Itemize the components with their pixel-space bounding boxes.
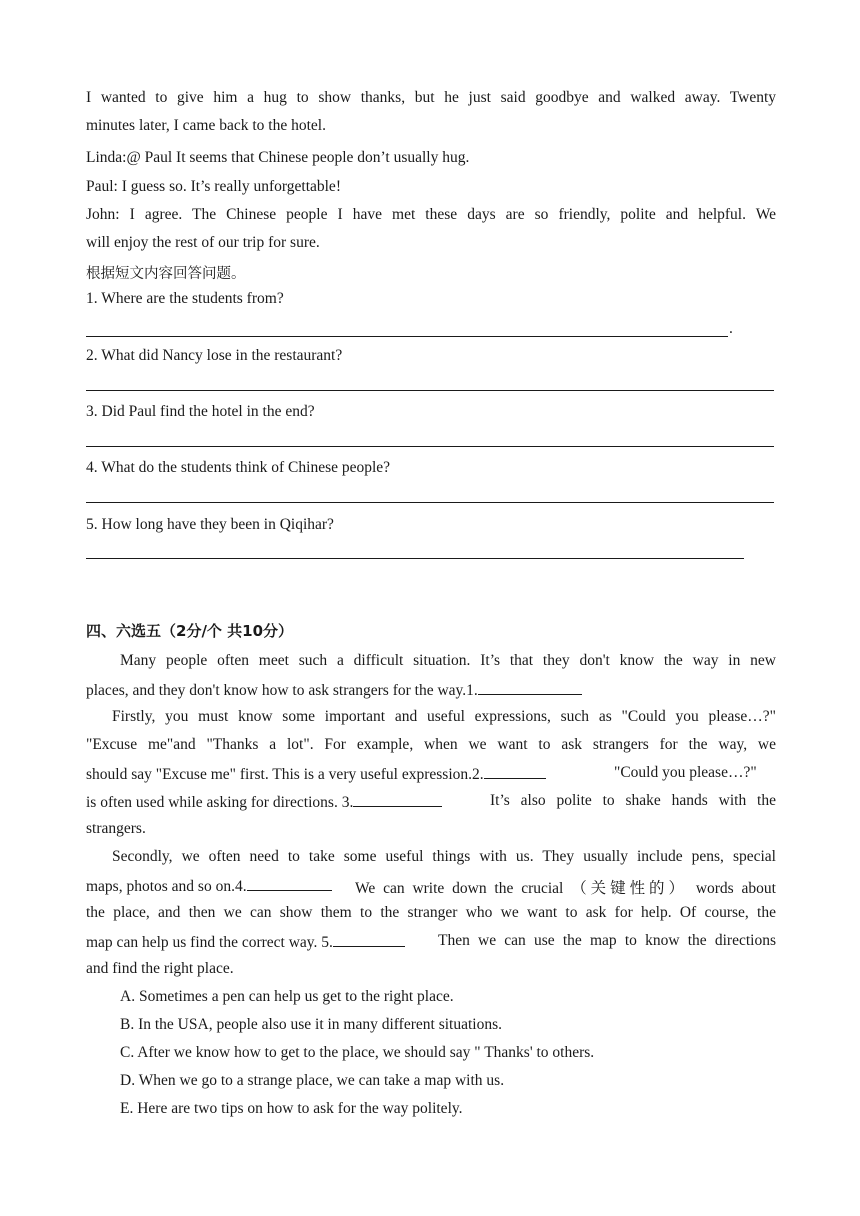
para2-line-4-text: is often used while asking for directions. 3. (86, 794, 354, 811)
option-b: B. In the USA, people also use it in many different situations. (120, 1016, 502, 1033)
blank-5[interactable] (333, 932, 405, 947)
dialogue-paul: Paul: I guess so. It’s really unforgettable! (86, 178, 341, 195)
option-e: E. Here are two tips on how to ask for the way politely. (120, 1100, 463, 1117)
blank-2[interactable] (484, 764, 546, 779)
question-1: 1. Where are the students from? (86, 290, 284, 307)
blank-1[interactable] (478, 680, 582, 695)
para1-line-2-text: places, and they don't know how to ask strangers for the way.1. (86, 682, 478, 699)
para3-line-4-text: map can help us find the correct way. 5. (86, 934, 333, 951)
para1-line-1: Many people often meet such a difficult situation. It’s that they don't know the way in new (120, 652, 776, 669)
answer-line-2[interactable] (86, 390, 774, 391)
para2-line-1: Firstly, you must know some important and useful expressions, such as "Could you please…?" (112, 708, 776, 725)
dialogue-john-line-2: will enjoy the rest of our trip for sure. (86, 234, 320, 251)
para3-line-2-end: We can write down the crucial （关键性的） words about (355, 880, 776, 897)
question-2: 2. What did Nancy lose in the restaurant? (86, 347, 343, 364)
story-line-1: I wanted to give him a hug to show thanks, but he just said goodbye and walked away. Twenty (86, 89, 776, 106)
answer-line-5[interactable] (86, 558, 744, 559)
answer-line-3[interactable] (86, 446, 774, 447)
question-3: 3. Did Paul find the hotel in the end? (86, 403, 315, 420)
blank-3[interactable] (353, 792, 442, 807)
para3-line-1: Secondly, we often need to take some useful things with us. They usually include pens, special (112, 848, 776, 865)
para3-line-2 (86, 876, 332, 896)
para3-line-5: and find the right place. (86, 960, 234, 977)
instruction: 根据短文内容回答问题。 (86, 266, 246, 282)
answer-line-1[interactable] (86, 336, 728, 337)
option-d: D. When we go to a strange place, we can take a map with us. (120, 1072, 505, 1089)
story-line-2: minutes later, I came back to the hotel. (86, 117, 326, 134)
dialogue-john-line-1: John: I agree. The Chinese people I have met these days are so friendly, polite and helpful. We (86, 206, 776, 223)
blank-4[interactable] (247, 876, 332, 891)
section-heading: 四、六选五（2分/个 共10分） (86, 622, 294, 640)
question-5: 5. How long have they been in Qiqihar? (86, 516, 334, 533)
para1-line-2 (86, 680, 582, 700)
para2-line-3-text: should say "Excuse me" first. This is a very useful expression.2. (86, 766, 484, 783)
para3-line-4 (86, 932, 405, 952)
option-a: A. Sometimes a pen can help us get to the right place. (120, 988, 454, 1005)
question-4: 4. What do the students think of Chinese people? (86, 459, 391, 476)
para2-line-3-end: "Could you please…?" (614, 764, 757, 781)
para3-line-3: the place, and then we can show them to the stranger who we want to ask for help. Of course, the (86, 904, 776, 921)
para3-line-2-text: maps, photos and so on.4. (86, 878, 247, 895)
answer-line-1-end: . (729, 320, 733, 337)
para2-line-5: strangers. (86, 820, 146, 837)
para2-line-2: "Excuse me"and "Thanks a lot". For example, when we want to ask strangers for the way, we (86, 736, 776, 753)
para2-line-4-end: It’s also polite to shake hands with the (490, 792, 776, 809)
answer-line-4[interactable] (86, 502, 774, 503)
dialogue-linda: Linda:@ Paul It seems that Chinese people don’t usually hug. (86, 149, 470, 166)
para3-line-4-end: Then we can use the map to know the directions (438, 932, 776, 949)
para2-line-3 (86, 764, 546, 784)
para2-line-4 (86, 792, 442, 812)
option-c: C. After we know how to get to the place, we should say " Thanks' to others. (120, 1044, 595, 1061)
